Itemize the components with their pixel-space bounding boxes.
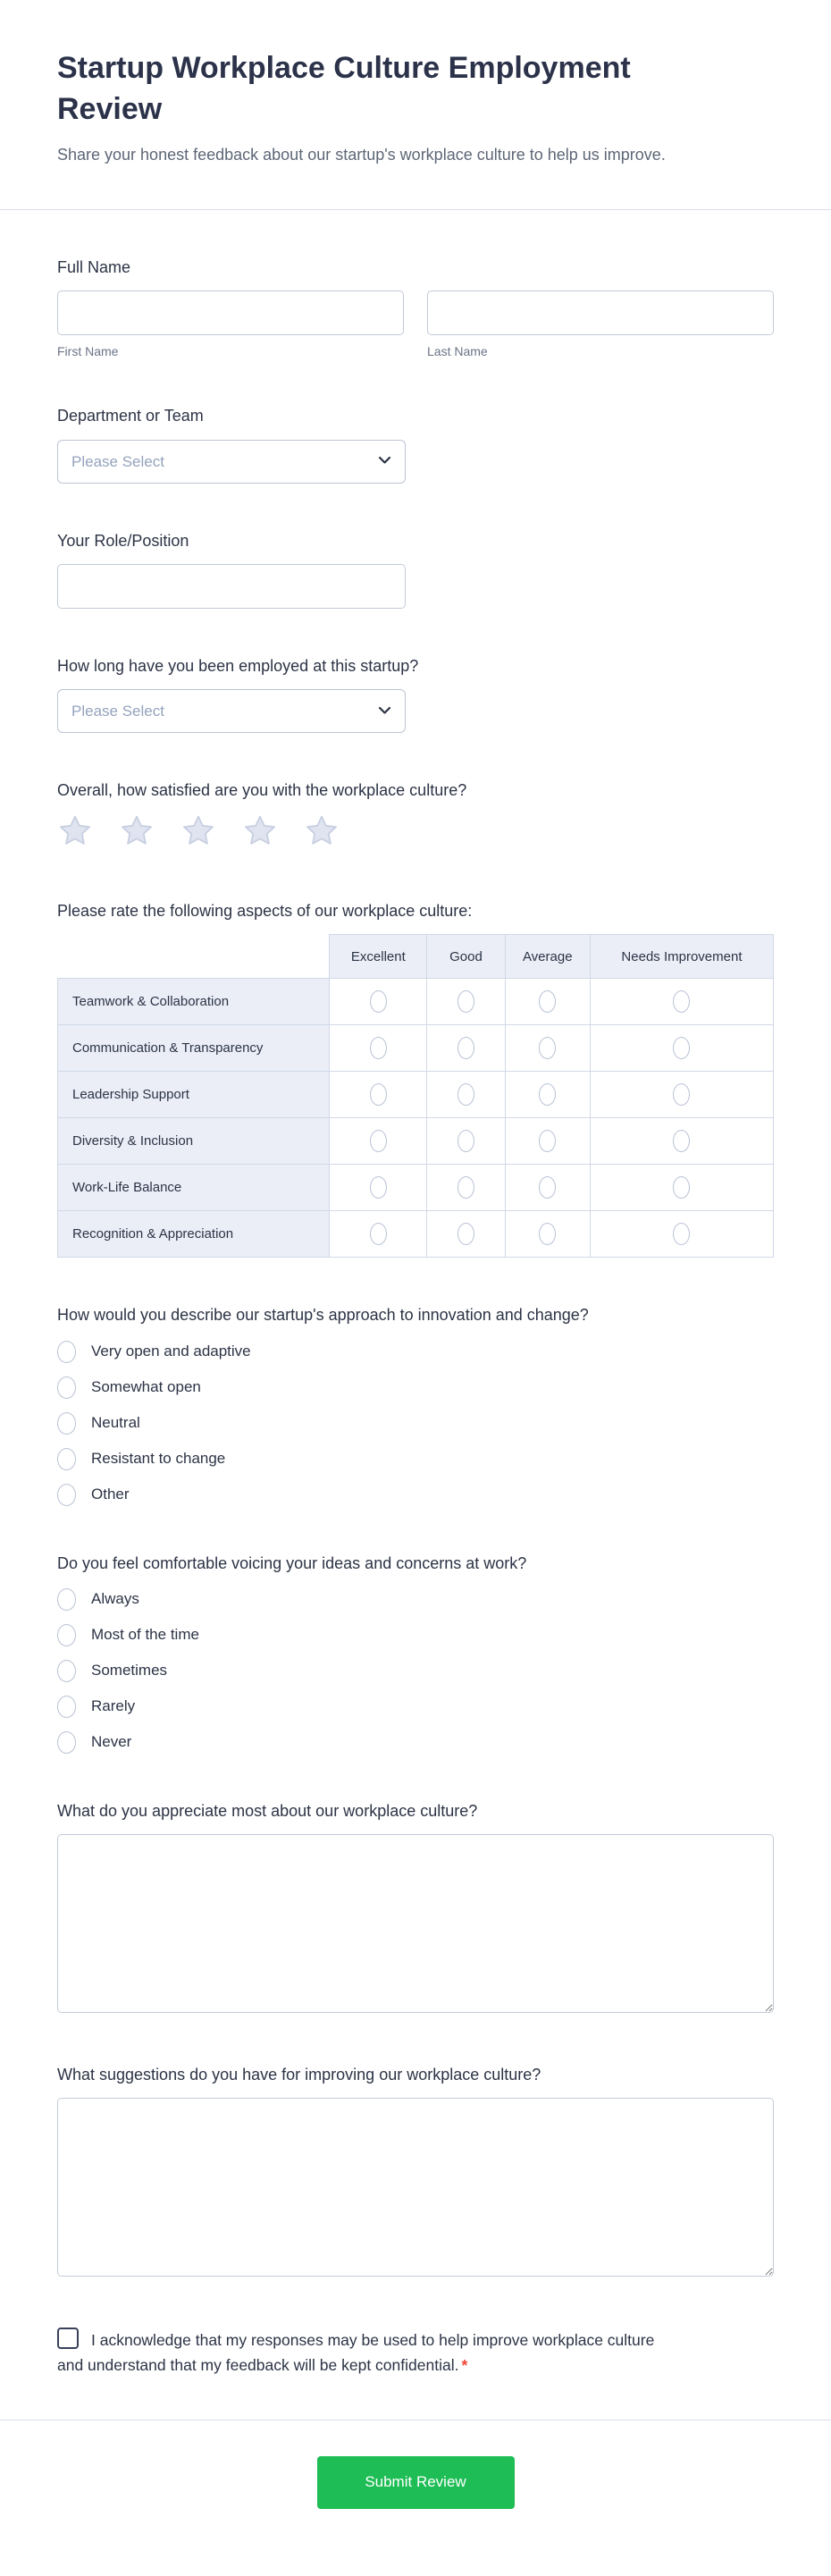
form-footer [0, 2420, 831, 2552]
radio-icon [539, 990, 556, 1013]
matrix-label: Please rate the following aspects of our workplace culture: [57, 902, 473, 921]
tenure-select-wrap [57, 689, 406, 733]
first-name-col [57, 290, 404, 358]
matrix-cell[interactable] [505, 1211, 590, 1258]
radio-icon [539, 1037, 556, 1059]
matrix-corner [58, 935, 330, 979]
matrix-row-label: Teamwork & Collaboration [58, 979, 330, 1025]
radio-option-always[interactable]: Always [57, 1588, 774, 1611]
appreciate-label: What do you appreciate most about our workplace culture? [57, 1801, 478, 1820]
radio-icon [457, 1083, 474, 1106]
matrix-cell[interactable] [590, 1025, 773, 1072]
radio-icon [57, 1341, 76, 1363]
radio-option-somewhat-open[interactable]: Somewhat open [57, 1376, 774, 1399]
radio-option-most-of-the-time[interactable]: Most of the time [57, 1624, 774, 1646]
radio-icon [457, 1223, 474, 1245]
matrix-cell[interactable] [330, 1211, 427, 1258]
matrix-cell[interactable] [330, 1072, 427, 1118]
radio-icon [57, 1731, 76, 1754]
form-header [0, 0, 831, 209]
matrix-cell[interactable] [427, 1118, 505, 1165]
radio-option-neutral[interactable]: Neutral [57, 1412, 774, 1435]
matrix-cell[interactable] [590, 1165, 773, 1211]
matrix-cell[interactable] [505, 1072, 590, 1118]
field-suggestions [57, 2064, 774, 2281]
full-name-label: Full Name [57, 258, 131, 277]
form-title: Startup Workplace Culture Employment Review [57, 51, 631, 126]
radio-option-rarely[interactable]: Rarely [57, 1696, 774, 1718]
matrix-row [58, 1211, 774, 1258]
required-asterisk: * [461, 2356, 468, 2375]
matrix-row [58, 979, 774, 1025]
matrix-row [58, 1025, 774, 1072]
radio-icon [673, 1083, 690, 1106]
radio-icon [370, 990, 387, 1013]
field-rating-matrix [57, 900, 774, 1258]
star-icon[interactable] [242, 813, 278, 854]
star-icon[interactable] [180, 813, 216, 854]
matrix-cell[interactable] [590, 979, 773, 1025]
matrix-cell[interactable] [427, 1025, 505, 1072]
star-icon[interactable] [119, 813, 155, 854]
acknowledgment-text: I acknowledge that my responses may be used to help improve workplace culture and understand that my feedback will be kept confidential. [57, 2331, 655, 2375]
radio-icon [370, 1083, 387, 1106]
radio-icon [370, 1037, 387, 1059]
matrix-cell[interactable] [427, 1165, 505, 1211]
radio-icon [57, 1660, 76, 1682]
radio-icon [370, 1130, 387, 1152]
checkbox-icon[interactable] [57, 2328, 79, 2349]
radio-icon [673, 1223, 690, 1245]
field-satisfaction [57, 779, 774, 854]
radio-icon [457, 990, 474, 1013]
star-icon[interactable] [304, 813, 340, 854]
last-name-input[interactable] [427, 290, 774, 335]
radio-icon [457, 1176, 474, 1199]
matrix-col-header: Excellent [330, 935, 427, 979]
role-input[interactable] [57, 564, 406, 609]
star-icon[interactable] [57, 813, 93, 854]
radio-icon [673, 990, 690, 1013]
radio-option-resistant[interactable]: Resistant to change [57, 1448, 774, 1470]
matrix-row-label: Diversity & Inclusion [58, 1118, 330, 1165]
field-department [57, 405, 774, 483]
matrix-cell[interactable] [590, 1211, 773, 1258]
radio-icon [370, 1176, 387, 1199]
innovation-options [57, 1341, 774, 1506]
matrix-cell[interactable] [427, 1211, 505, 1258]
innovation-label: How would you describe our startup's approach to innovation and change? [57, 1306, 589, 1325]
field-tenure [57, 655, 774, 733]
last-name-col [427, 290, 774, 358]
matrix-cell[interactable] [505, 979, 590, 1025]
radio-icon [673, 1037, 690, 1059]
radio-icon [57, 1376, 76, 1399]
role-label: Your Role/Position [57, 531, 189, 550]
star-rating [57, 813, 774, 854]
radio-icon [673, 1176, 690, 1199]
field-innovation [57, 1304, 774, 1505]
radio-option-sometimes[interactable]: Sometimes [57, 1660, 774, 1682]
tenure-label: How long have you been employed at this startup? [57, 656, 419, 675]
suggestions-label: What suggestions do you have for improving our workplace culture? [57, 2065, 541, 2084]
radio-icon [57, 1624, 76, 1646]
matrix-cell[interactable] [505, 1165, 590, 1211]
radio-icon [370, 1223, 387, 1245]
matrix-row [58, 1165, 774, 1211]
field-role [57, 530, 774, 609]
last-name-sublabel: Last Name [427, 344, 488, 359]
radio-icon [57, 1448, 76, 1470]
satisfaction-label: Overall, how satisfied are you with the workplace culture? [57, 781, 467, 799]
matrix-cell[interactable] [330, 979, 427, 1025]
department-label: Department or Team [57, 407, 204, 425]
matrix-cell[interactable] [590, 1072, 773, 1118]
department-select-wrap [57, 440, 406, 484]
radio-icon [57, 1696, 76, 1718]
acknowledgment-row[interactable] [57, 2328, 683, 2378]
department-select[interactable] [57, 440, 406, 484]
matrix-cell[interactable] [330, 1025, 427, 1072]
radio-option-never[interactable]: Never [57, 1731, 774, 1754]
matrix-cell[interactable] [427, 1072, 505, 1118]
form-body [0, 210, 831, 2378]
field-voicing [57, 1553, 774, 1754]
radio-icon [57, 1588, 76, 1611]
matrix-cell[interactable] [330, 1118, 427, 1165]
first-name-sublabel: First Name [57, 344, 119, 359]
radio-option-other[interactable]: Other [57, 1484, 774, 1506]
voicing-options [57, 1588, 774, 1754]
rating-matrix [57, 934, 774, 1258]
matrix-cell[interactable] [505, 1025, 590, 1072]
matrix-row-label: Work-Life Balance [58, 1165, 330, 1211]
field-appreciate [57, 1800, 774, 2017]
matrix-cell[interactable] [427, 979, 505, 1025]
matrix-row [58, 1072, 774, 1118]
appreciate-textarea[interactable] [57, 1834, 774, 2013]
radio-icon [539, 1130, 556, 1152]
matrix-col-header: Needs Improvement [590, 935, 773, 979]
radio-icon [673, 1130, 690, 1152]
suggestions-textarea[interactable] [57, 2098, 774, 2277]
field-full-name [57, 257, 774, 358]
voicing-label: Do you feel comfortable voicing your ideas and concerns at work? [57, 1553, 527, 1572]
radio-icon [57, 1484, 76, 1506]
matrix-cell[interactable] [330, 1165, 427, 1211]
name-row [57, 290, 774, 358]
tenure-select[interactable] [57, 689, 406, 733]
form-subtitle: Share your honest feedback about our startup's workplace culture to help us improve. [57, 146, 666, 164]
radio-option-very-open[interactable]: Very open and adaptive [57, 1341, 774, 1363]
radio-icon [539, 1083, 556, 1106]
radio-icon [539, 1176, 556, 1199]
radio-icon [457, 1130, 474, 1152]
matrix-col-header: Average [505, 935, 590, 979]
matrix-col-header: Good [427, 935, 505, 979]
field-acknowledgment [57, 2328, 774, 2378]
radio-icon [57, 1412, 76, 1435]
matrix-cell[interactable] [590, 1118, 773, 1165]
first-name-input[interactable] [57, 290, 404, 335]
matrix-cell[interactable] [505, 1118, 590, 1165]
submit-button[interactable]: Submit Review [317, 2456, 515, 2509]
radio-icon [539, 1223, 556, 1245]
matrix-row-label: Communication & Transparency [58, 1025, 330, 1072]
matrix-row-label: Leadership Support [58, 1072, 330, 1118]
matrix-row [58, 1118, 774, 1165]
matrix-header-row [58, 935, 774, 979]
radio-icon [457, 1037, 474, 1059]
matrix-row-label: Recognition & Appreciation [58, 1211, 330, 1258]
